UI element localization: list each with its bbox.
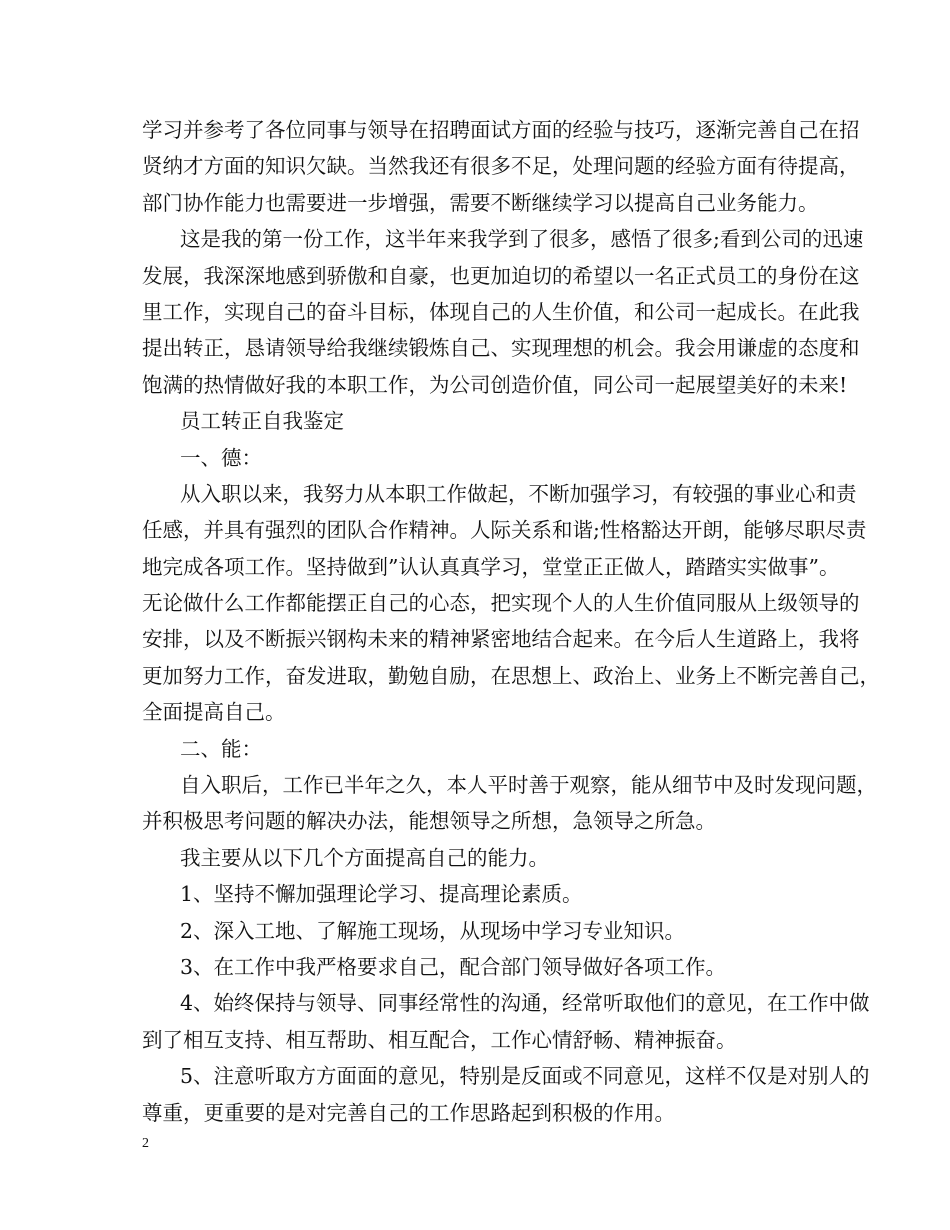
text-line: 学习并参考了各位同事与领导在招聘面试方面的经验与技巧，逐渐完善自己在招 xyxy=(142,118,860,142)
text-line: 安排，以及不断振兴钢构未来的精神紧密地结合起来。在今后人生道路上，我将 xyxy=(142,627,860,652)
text-line: 里工作，实现自己的奋斗目标，体现自己的人生价值，和公司一起成长。在此我 xyxy=(142,299,860,324)
text-line: 到了相互支持、相互帮助、相互配合，工作心情舒畅、精神振奋。 xyxy=(142,1027,737,1052)
page-number: 2 xyxy=(142,1136,149,1151)
text-line: 饱满的热情做好我的本职工作，为公司创造价值，同公司一起展望美好的未来! xyxy=(142,372,848,397)
list-item: 1、坚持不懈加强理论学习、提高理论素质。 xyxy=(180,882,583,907)
text-line: 更加努力工作，奋发进取，勤勉自励，在思想上、政治上、业务上不断完善自己， xyxy=(142,663,880,688)
text-line: 并积极思考问题的解决办法，能想领导之所想，急领导之所急。 xyxy=(142,809,716,834)
text-line: 无论做什么工作都能摆正自己的心态，把实现个人的人生价值同服从上级领导的 xyxy=(142,591,860,616)
body-text xyxy=(142,112,880,1131)
text-line: 从入职以来，我努力从本职工作做起，不断加强学习，有较强的事业心和责 xyxy=(180,481,857,506)
section-heading: 二、能： xyxy=(180,736,262,761)
text-line: 地完成各项工作。坚持做到”认认真真学习，堂堂正正做人，踏踏实实做事”。 xyxy=(142,554,840,579)
list-item: 3、在工作中我严格要求自己，配合部门领导做好各项工作。 xyxy=(180,954,727,979)
text-line: 贤纳才方面的知识欠缺。当然我还有很多不足，处理问题的经验方面有待提高， xyxy=(142,154,860,179)
text-line: 部门协作能力也需要进一步增强，需要不断继续学习以提高自己业务能力。 xyxy=(142,190,819,215)
text-line: 提出转正，恳请领导给我继续锻炼自己、实现理想的机会。我会用谦虚的态度和 xyxy=(142,336,860,361)
text-line: 自入职后，工作已半年之久，本人平时善于观察，能从细节中及时发现问题， xyxy=(180,773,877,798)
text-line: 发展，我深深地感到骄傲和自豪，也更加迫切的希望以一名正式员工的身份在这 xyxy=(142,263,860,288)
list-item: 2、深入工地、了解施工现场，从现场中学习专业知识。 xyxy=(180,918,686,943)
list-item: 5、注意听取方方面面的意见，特别是反面或不同意见，这样不仅是对别人的 xyxy=(180,1064,870,1089)
text-line: 尊重，更重要的是对完善自己的工作思路起到积极的作用。 xyxy=(142,1100,675,1125)
text-line: 全面提高自己。 xyxy=(142,700,286,725)
section-title: 员工转正自我鉴定 xyxy=(180,409,344,434)
list-item: 4、始终保持与领导、同事经常性的沟通，经常听取他们的意见，在工作中做 xyxy=(180,991,870,1016)
text-line: 我主要从以下几个方面提高自己的能力。 xyxy=(180,845,549,870)
text-line: 这是我的第一份工作，这半年来我学到了很多，感悟了很多;看到公司的迅速 xyxy=(180,227,864,252)
section-heading: 一、德： xyxy=(180,445,262,470)
text-line: 任感，并具有强烈的团队合作精神。人际关系和谐;性格豁达开朗，能够尽职尽责 xyxy=(142,518,867,543)
